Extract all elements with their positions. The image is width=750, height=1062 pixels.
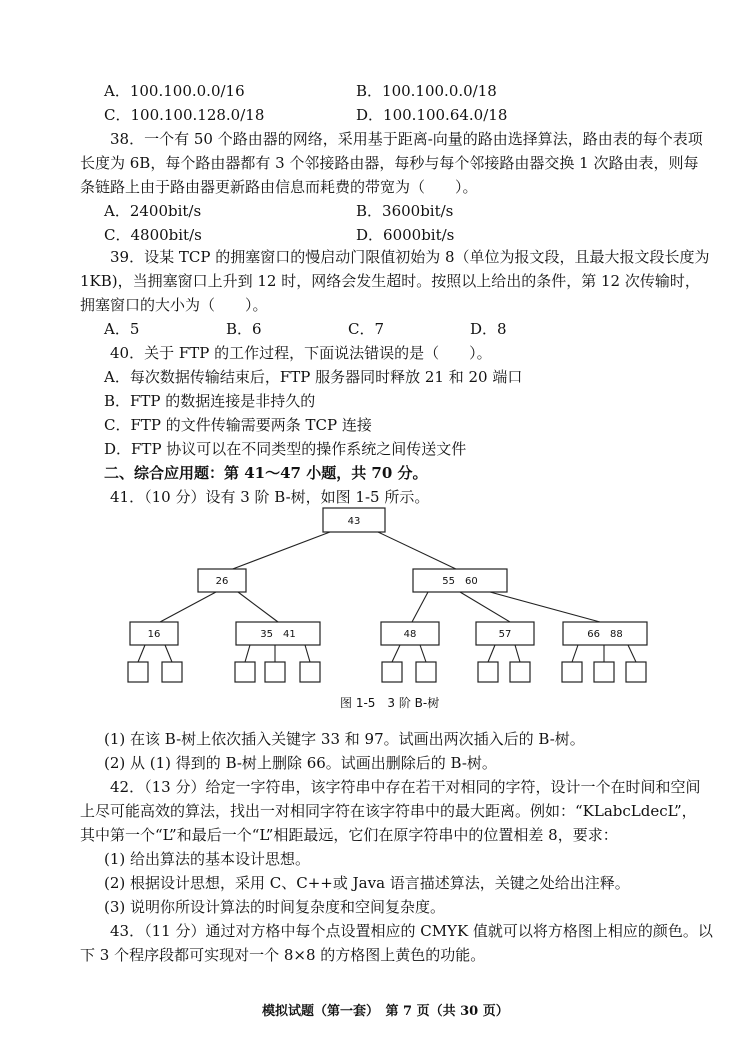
q40-option-a: A．每次数据传输结束后，FTP 服务器同时释放 21 和 20 端口: [104, 368, 523, 386]
tree-leaf: [265, 662, 285, 682]
q41-sub2: (2) 从 (1) 得到的 B-树上删除 66。试画出删除后的 B-树。: [104, 754, 497, 772]
edge: [460, 592, 510, 622]
tree-leaf: [626, 662, 646, 682]
q39-line2: 1KB)，当拥塞窗口上升到 12 时，网络会发生超时。按照以上给出的条件，第 12 次传输时，: [80, 272, 700, 290]
edge: [305, 645, 310, 662]
q39-option-b: B．6: [226, 320, 262, 338]
tree-leaf: [478, 662, 498, 682]
q38-option-a: A．2400bit/s: [104, 202, 202, 220]
q37-option-c: C．100.100.128.0/18: [104, 106, 265, 124]
q41-line1: 41．（10 分）设有 3 阶 B-树，如图 1-5 所示。: [110, 488, 430, 506]
edge: [230, 532, 330, 570]
q38-option-c: C．4800bit/s: [104, 226, 202, 244]
q42-line2: 上尽可能高效的算法，找出一对相同字符在该字符串中的最大距离。例如：“KLabcLdecL”，: [80, 802, 697, 820]
tree-node-l2-1-label: 35 41: [260, 629, 296, 640]
q39-line3: 拥塞窗口的大小为（ ）。: [80, 296, 268, 314]
edge: [160, 592, 216, 622]
edge: [572, 645, 578, 662]
q38-line2: 长度为 6B，每个路由器都有 3 个邻接路由器，每秒与每个邻接路由器交换 1 次路由表，则每: [80, 154, 699, 172]
q38-option-d: D．6000bit/s: [356, 226, 455, 244]
edge: [515, 645, 520, 662]
q40-line1: 40．关于 FTP 的工作过程，下面说法错误的是（ ）。: [110, 344, 492, 362]
edge: [628, 645, 636, 662]
tree-leaf: [300, 662, 320, 682]
q40-option-b: B．FTP 的数据连接是非持久的: [104, 392, 316, 410]
tree-leaf: [382, 662, 402, 682]
edge: [420, 645, 426, 662]
q39-option-a: A．5: [104, 320, 140, 338]
tree-node-l1-left-label: 26: [215, 576, 229, 587]
edge: [392, 645, 400, 662]
page-footer: 模拟试题（第一套） 第 7 页（共 30 页）: [262, 1004, 509, 1019]
section-heading: 二、综合应用题：第 41～47 小题，共 70 分。: [104, 464, 428, 482]
tree-node-l2-4-label: 66 88: [587, 629, 623, 640]
q41-sub1: (1) 在该 B-树上依次插入关键字 33 和 97。试画出两次插入后的 B-树。: [104, 730, 585, 748]
tree-leaf: [128, 662, 148, 682]
q37-option-a: A．100.100.0.0/16: [104, 82, 245, 100]
tree-leaf: [162, 662, 182, 682]
q42-sub1: (1) 给出算法的基本设计思想。: [104, 850, 311, 868]
q40-option-d: D．FTP 协议可以在不同类型的操作系统之间传送文件: [104, 440, 467, 458]
tree-node-root-label: 43: [347, 516, 361, 527]
q42-line3: 其中第一个“L”和最后一个“L”相距最远，它们在原字符串中的位置相差 8，要求：: [80, 826, 618, 844]
q43-line2: 下 3 个程序段都可实现对一个 8×8 的方格图上黄色的功能。: [80, 946, 486, 964]
edge: [245, 645, 250, 662]
q38-line1: 38．一个有 50 个路由器的网络，采用基于距离-向量的路由选择算法，路由表的每个表项: [110, 130, 703, 148]
q42-sub2: (2) 根据设计思想，采用 C、C++或 Java 语言描述算法，关键之处给出注释。: [104, 874, 630, 892]
edge: [488, 645, 495, 662]
edge: [238, 592, 278, 622]
tree-node-l1-right-label: 55 60: [442, 576, 478, 587]
q42-line1: 42．（13 分）给定一字符串，该字符串中存在若干对相同的字符，设计一个在时间和空间: [110, 778, 701, 796]
figure-caption: 图 1-5 3 阶 B-树: [340, 696, 440, 710]
tree-node-l2-3-label: 57: [498, 629, 512, 640]
edge: [412, 592, 428, 622]
tree-leaf: [562, 662, 582, 682]
q39-option-c: C．7: [348, 320, 385, 338]
q38-line3: 条链路上由于路由器更新路由信息而耗费的带宽为（ ）。: [80, 178, 478, 196]
q37-option-b: B．100.100.0.0/18: [356, 82, 497, 100]
q39-option-d: D．8: [470, 320, 507, 338]
tree-leaf: [416, 662, 436, 682]
edge: [378, 532, 458, 570]
tree-node-l2-0-label: 16: [147, 629, 161, 640]
q37-option-d: D．100.100.64.0/18: [356, 106, 508, 124]
q42-sub3: (3) 说明你所设计算法的时间复杂度和空间复杂度。: [104, 898, 446, 916]
edge: [138, 645, 145, 662]
edge: [490, 592, 600, 622]
tree-node-l2-2-label: 48: [403, 629, 417, 640]
tree-leaf: [235, 662, 255, 682]
tree-leaf: [594, 662, 614, 682]
q38-option-b: B．3600bit/s: [356, 202, 454, 220]
q43-line1: 43．（11 分）通过对方格中每个点设置相应的 CMYK 值就可以将方格图上相应的颜色。以: [110, 922, 713, 940]
q39-line1: 39．设某 TCP 的拥塞窗口的慢启动门限值初始为 8（单位为报文段，且最大报文段长度为: [110, 248, 710, 266]
edge: [165, 645, 172, 662]
q40-option-c: C．FTP 的文件传输需要两条 TCP 连接: [104, 416, 372, 434]
tree-leaf: [510, 662, 530, 682]
